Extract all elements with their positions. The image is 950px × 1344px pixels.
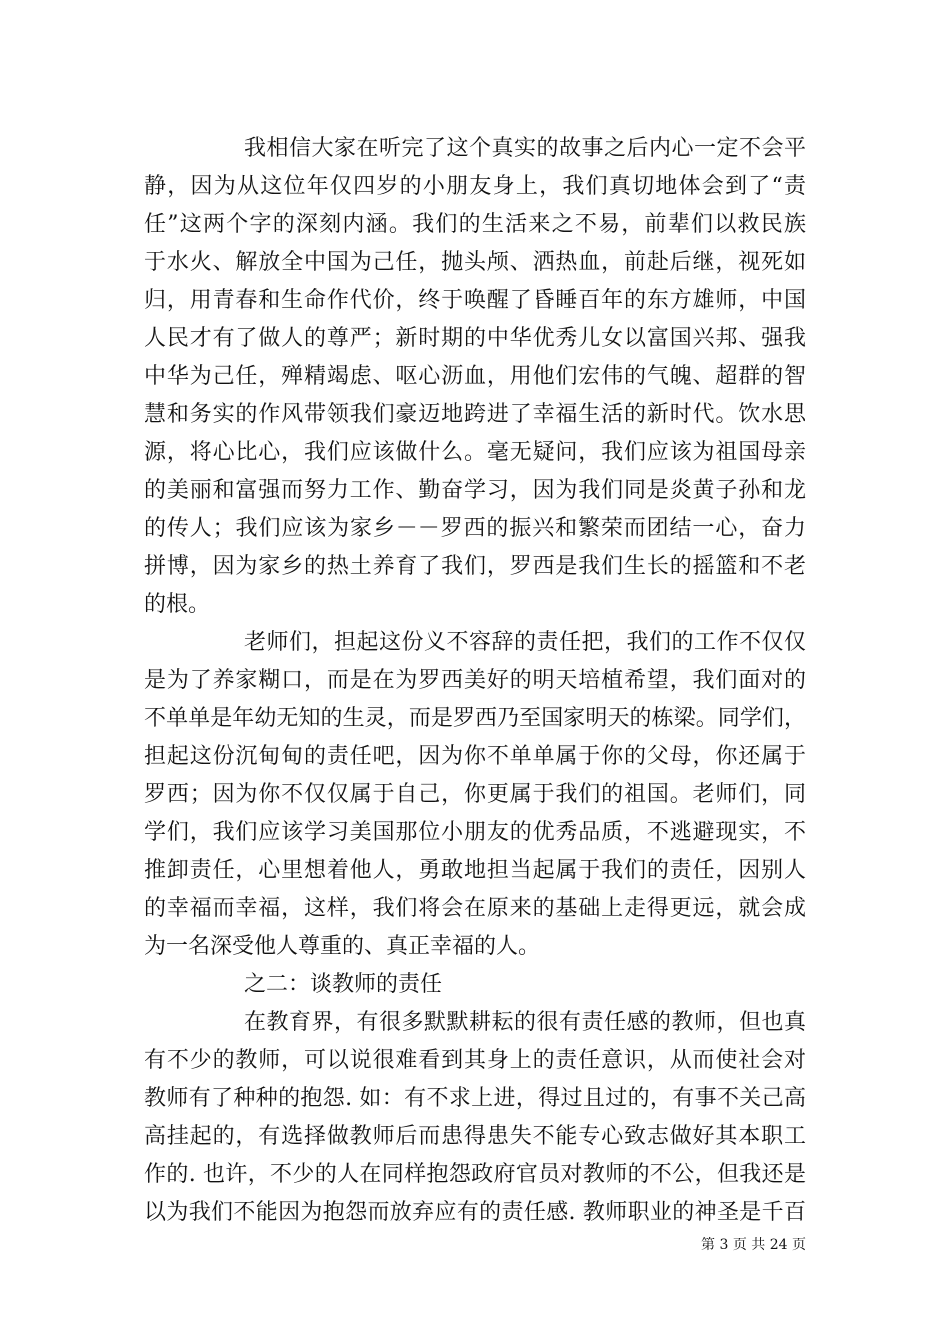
paragraph-1-line-6: 人民才有了做人的尊严；新时期的中华优秀儿女以富国兴邦、强我: [144, 326, 806, 351]
paragraph-1-line-5: 归，用青春和生命作代价，终于唤醒了昏睡百年的东方雄师，中国: [144, 288, 806, 313]
paragraph-3-line-2: 有不少的教师，可以说很难看到其身上的责任意识，从而使社会对: [144, 1048, 806, 1073]
paragraph-1-line-3: 任”这两个字的深刻内涵。我们的生活来之不易，前辈们以救民族: [144, 212, 806, 237]
paragraph-1-line-8: 慧和务实的作风带领我们豪迈地跨进了幸福生活的新时代。饮水思: [144, 402, 806, 427]
paragraph-2-line-8: 的幸福而幸福，这样，我们将会在原来的基础上走得更远，就会成: [144, 896, 806, 921]
paragraph-2-line-9: 为一名深受他人尊重的、真正幸福的人。: [144, 934, 541, 959]
section-heading: 之二：谈教师的责任: [244, 972, 443, 997]
paragraph-3-line-3: 教师有了种种的抱怨. 如：有不求上进，得过且过的，有事不关己高: [144, 1086, 806, 1111]
paragraph-1-line-10: 的美丽和富强而努力工作、勤奋学习，因为我们同是炎黄子孙和龙: [144, 478, 806, 503]
paragraph-2-line-6: 学们，我们应该学习美国那位小朋友的优秀品质，不逃避现实，不: [144, 820, 806, 845]
paragraph-3-line-5: 作的. 也许，不少的人在同样抱怨政府官员对教师的不公，但我还是: [144, 1162, 806, 1187]
paragraph-2-line-7: 推卸责任，心里想着他人，勇敢地担当起属于我们的责任，因别人: [144, 858, 806, 883]
paragraph-1-line-12: 拼博，因为家乡的热土养育了我们，罗西是我们生长的摇篮和不老: [144, 554, 806, 579]
paragraph-3-line-4: 高挂起的，有选择做教师后而患得患失不能专心致志做好其本职工: [144, 1124, 806, 1149]
paragraph-1-line-7: 中华为己任，殚精竭虑、呕心沥血，用他们宏伟的气魄、超群的智: [144, 364, 806, 389]
paragraph-1-line-11: 的传人；我们应该为家乡－－罗西的振兴和繁荣而团结一心，奋力: [144, 516, 806, 541]
paragraph-2-line-3: 不单单是年幼无知的生灵，而是罗西乃至国家明天的栋梁。同学们，: [144, 706, 806, 731]
paragraph-3-line-1: 在教育界，有很多默默耕耘的很有责任感的教师，但也真: [244, 1010, 806, 1035]
paragraph-1-line-2: 静，因为从这位年仅四岁的小朋友身上，我们真切地体会到了“责: [144, 174, 806, 199]
paragraph-3-line-6: 以为我们不能因为抱怨而放弃应有的责任感. 教师职业的神圣是千百: [144, 1200, 806, 1225]
paragraph-1-line-9: 源，将心比心，我们应该做什么。毫无疑问，我们应该为祖国母亲: [144, 440, 806, 465]
paragraph-1-line-4: 于水火、解放全中国为己任，抛头颅、洒热血，前赴后继，视死如: [144, 250, 806, 275]
page-number-footer: 第 3 页 共 24 页: [701, 1237, 806, 1253]
paragraph-1-line-13: 的根。: [144, 592, 211, 617]
paragraph-2-line-5: 罗西；因为你不仅仅属于自己，你更属于我们的祖国。老师们，同: [144, 782, 806, 807]
paragraph-1-line-1: 我相信大家在听完了这个真实的故事之后内心一定不会平: [244, 136, 806, 161]
paragraph-2-line-4: 担起这份沉甸甸的责任吧，因为你不单单属于你的父母，你还属于: [144, 744, 806, 769]
paragraph-2-line-2: 是为了养家糊口，而是在为罗西美好的明天培植希望，我们面对的: [144, 668, 806, 693]
paragraph-2-line-1: 老师们，担起这份义不容辞的责任把，我们的工作不仅仅: [244, 630, 806, 655]
